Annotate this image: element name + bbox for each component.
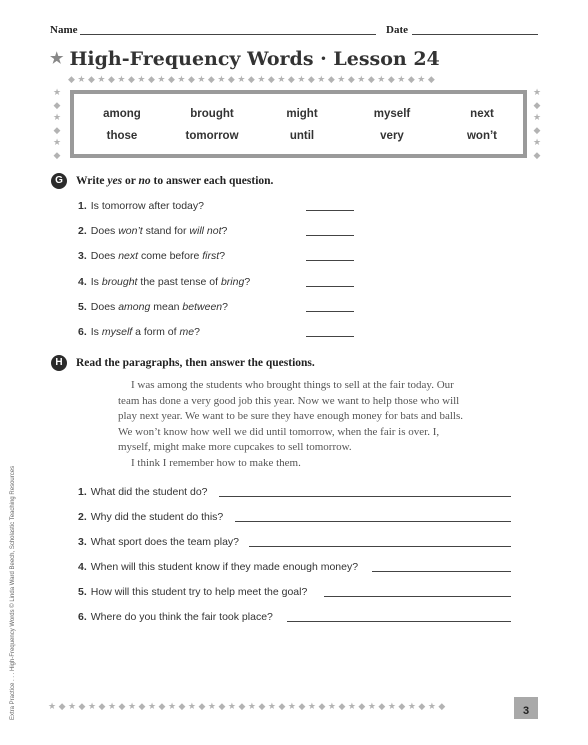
g-answer-2[interactable] bbox=[306, 225, 354, 236]
word-those: those bbox=[106, 130, 138, 142]
word-among: among bbox=[103, 108, 141, 120]
word-tomorrow: tomorrow bbox=[185, 130, 239, 142]
name-field[interactable] bbox=[80, 24, 376, 35]
g-question-6: 6. Is myself a form of me? bbox=[78, 326, 200, 338]
title-text: High-Frequency Words · Lesson 24 bbox=[69, 48, 440, 70]
h-answer-5[interactable] bbox=[324, 586, 511, 597]
decor-strip-left: ★ ◆ ★ ◆ ★ ◆ bbox=[52, 87, 62, 160]
g-question-4: 4. Is brought the past tense of bring? bbox=[78, 276, 251, 288]
g-answer-6[interactable] bbox=[306, 326, 354, 337]
page-title bbox=[50, 48, 440, 74]
h-question-4: 4. When will this student know if they made enough money? bbox=[78, 561, 359, 573]
decor-strip-top: ◆ ★ ◆ ★ ◆ ★ ◆ ★ ◆ ★ ◆ ★ ◆ ★ ◆ ★ ◆ ★ ◆ ★ ◆ ★ ◆ ★ ◆ ★ ◆ ★ ◆ ★ ◆ ★ ◆ ★ ◆ ★ ◆ bbox=[68, 74, 435, 84]
side-credit-text: Extra Practice . . . High-Frequency Words © Linda Ward Beech, Scholastic Teaching Resources bbox=[10, 465, 16, 720]
h-answer-6[interactable] bbox=[287, 611, 511, 622]
passage-paragraph-2: I think I remember how to make them. bbox=[131, 456, 301, 469]
section-g-instructions: Write yes or no to answer each question. bbox=[76, 175, 274, 187]
g-answer-3[interactable] bbox=[306, 250, 354, 261]
section-g-badge: G bbox=[51, 173, 67, 189]
g-question-1: 1. Is tomorrow after today? bbox=[78, 200, 204, 212]
page-number: 3 bbox=[514, 697, 538, 719]
name-label: Name bbox=[50, 24, 78, 36]
word-myself: myself bbox=[373, 108, 411, 120]
g-answer-1[interactable] bbox=[306, 200, 354, 211]
reading-passage bbox=[118, 378, 470, 472]
word-until: until bbox=[289, 130, 315, 142]
word-brought: brought bbox=[190, 108, 234, 120]
h-answer-3[interactable] bbox=[249, 536, 511, 547]
name-date-row bbox=[50, 24, 538, 40]
h-answer-2[interactable] bbox=[235, 511, 511, 522]
h-question-6: 6. Where do you think the fair took place? bbox=[78, 611, 273, 623]
date-label: Date bbox=[386, 24, 408, 36]
word-bank-box bbox=[70, 90, 527, 158]
h-answer-4[interactable] bbox=[372, 561, 511, 572]
h-answer-1[interactable] bbox=[219, 486, 511, 497]
g-answer-5[interactable] bbox=[306, 301, 354, 312]
g-question-5: 5. Does among mean between? bbox=[78, 301, 228, 313]
g-question-2: 2. Does won’t stand for will not? bbox=[78, 225, 228, 237]
word-next: next bbox=[470, 108, 494, 120]
h-question-5: 5. How will this student try to help meet the goal? bbox=[78, 586, 308, 598]
date-field[interactable] bbox=[412, 24, 538, 35]
decor-strip-right: ★ ◆ ★ ◆ ★ ◆ bbox=[532, 87, 542, 160]
star-icon: ★ bbox=[50, 49, 64, 67]
decor-strip-bottom: ★ ◆ ★ ◆ ★ ◆ ★ ◆ ★ ◆ ★ ◆ ★ ◆ ★ ◆ ★ ◆ ★ ◆ ★ ◆ ★ ◆ ★ ◆ ★ ◆ ★ ◆ ★ ◆ ★ ◆ ★ ◆ ★ ◆ ★ ◆ bbox=[48, 701, 446, 711]
section-h-instructions: Read the paragraphs, then answer the questions. bbox=[76, 357, 315, 369]
g-question-3: 3. Does next come before first? bbox=[78, 250, 226, 262]
word-might: might bbox=[286, 108, 318, 120]
word-wont: won’t bbox=[466, 130, 498, 142]
g-answer-4[interactable] bbox=[306, 276, 354, 287]
passage-paragraph-1: I was among the students who brought things to sell at the fair today. Our team has done a very good job this year. Now we want to help those who will play next year. We want to be sure they have enough money for bats and balls. We won’t know how well we did until tomorrow, when the fair is over. I, myself, might make more cupcakes to sell tomorrow. bbox=[118, 379, 464, 454]
section-h-badge: H bbox=[51, 355, 67, 371]
word-very: very bbox=[380, 130, 404, 142]
h-question-2: 2. Why did the student do this? bbox=[78, 511, 224, 523]
h-question-1: 1. What did the student do? bbox=[78, 486, 208, 498]
h-question-3: 3. What sport does the team play? bbox=[78, 536, 240, 548]
